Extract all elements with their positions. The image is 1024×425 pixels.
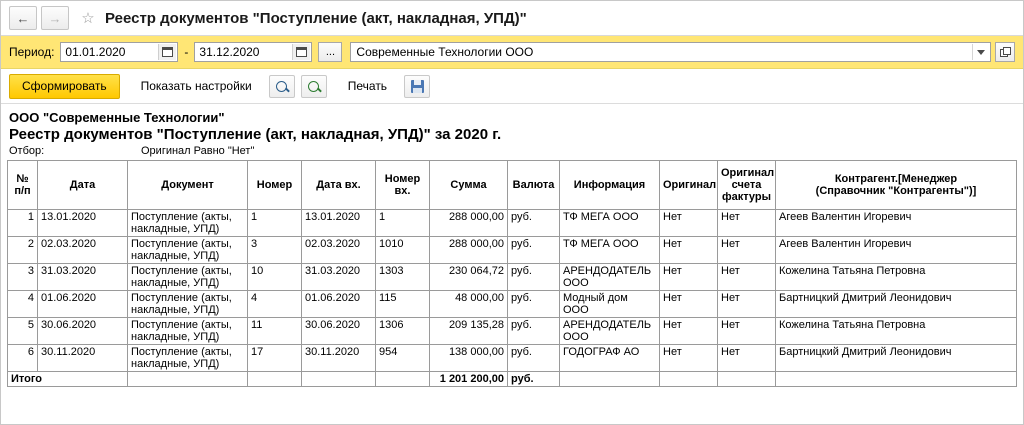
filter-value: Оригинал Равно "Нет" <box>141 145 255 157</box>
report-toolbar <box>1 69 1023 104</box>
cell-counterparty: Кожелина Татьяна Петровна <box>776 318 1017 345</box>
cell-num-in: 115 <box>376 291 430 318</box>
total-spacer-original <box>660 372 718 387</box>
cell-original-invoice: Нет <box>718 318 776 345</box>
cell-sum: 288 000,00 <box>430 210 508 237</box>
favorite-button[interactable] <box>77 7 99 29</box>
cell-date-in: 30.06.2020 <box>302 318 376 345</box>
organization-value: Современные Технологии ООО <box>356 45 534 59</box>
cell-original: Нет <box>660 345 718 372</box>
search-next-icon <box>308 81 319 92</box>
column-header-original: Оригинал <box>660 161 718 210</box>
cell-document: Поступление (акты, накладные, УПД) <box>128 291 248 318</box>
cell-num: 11 <box>248 318 302 345</box>
cell-num-in: 1 <box>376 210 430 237</box>
cell-date-in: 01.06.2020 <box>302 291 376 318</box>
calendar-icon[interactable] <box>292 44 310 60</box>
report-organization: ООО "Современные Технологии" <box>9 110 225 125</box>
find-button[interactable] <box>269 75 295 98</box>
filter-label: Отбор: <box>9 145 45 157</box>
table-body <box>8 210 1017 387</box>
open-organization-button[interactable] <box>995 42 1015 62</box>
title-bar <box>1 1 1023 36</box>
search-icon <box>276 81 287 92</box>
total-spacer-original-invoice <box>718 372 776 387</box>
column-header-info: Информация <box>560 161 660 210</box>
cell-currency: руб. <box>508 345 560 372</box>
cell-counterparty: Агеев Валентин Игоревич <box>776 237 1017 264</box>
cell-date-in: 13.01.2020 <box>302 210 376 237</box>
generate-button[interactable]: Сформировать <box>9 74 120 99</box>
cell-original: Нет <box>660 291 718 318</box>
cell-info: Модный дом ООО <box>560 291 660 318</box>
column-header-num-in: Номер вх. <box>376 161 430 210</box>
cell-number: 6 <box>8 345 38 372</box>
column-header-currency: Валюта <box>508 161 560 210</box>
table-row[interactable] <box>8 291 1017 318</box>
cell-date: 02.03.2020 <box>38 237 128 264</box>
forward-button[interactable] <box>41 6 69 30</box>
calendar-icon[interactable] <box>158 44 176 60</box>
chevron-down-icon[interactable] <box>972 44 989 60</box>
total-spacer-info <box>560 372 660 387</box>
table-row[interactable] <box>8 345 1017 372</box>
column-header-counterparty: Контрагент.[Менеджер (Справочник "Контрагенты")] <box>776 161 1017 210</box>
cell-date: 30.11.2020 <box>38 345 128 372</box>
cell-num-in: 1010 <box>376 237 430 264</box>
cell-document: Поступление (акты, накладные, УПД) <box>128 210 248 237</box>
cell-number: 4 <box>8 291 38 318</box>
cell-info: АРЕНДОДАТЕЛЬ ООО <box>560 318 660 345</box>
report-title: Реестр документов "Поступление (акт, накладная, УПД)" за 2020 г. <box>9 126 502 143</box>
organization-field[interactable] <box>350 42 991 62</box>
table-row[interactable] <box>8 318 1017 345</box>
cell-num: 1 <box>248 210 302 237</box>
date-from-value: 01.01.2020 <box>65 45 126 59</box>
cell-info: АРЕНДОДАТЕЛЬ ООО <box>560 264 660 291</box>
open-window-icon <box>1000 47 1011 58</box>
cell-document: Поступление (акты, накладные, УПД) <box>128 237 248 264</box>
cell-date: 13.01.2020 <box>38 210 128 237</box>
cell-original: Нет <box>660 318 718 345</box>
star-icon: ☆ <box>81 10 95 27</box>
cell-num: 3 <box>248 237 302 264</box>
arrow-right-icon: → <box>48 10 62 26</box>
table-total-row <box>8 372 1017 387</box>
cell-date-in: 31.03.2020 <box>302 264 376 291</box>
cell-currency: руб. <box>508 318 560 345</box>
table-row[interactable] <box>8 264 1017 291</box>
documents-table <box>7 160 1017 387</box>
date-to-value: 31.12.2020 <box>199 45 260 59</box>
period-more-button[interactable]: ... <box>318 42 342 62</box>
cell-number: 5 <box>8 318 38 345</box>
cell-currency: руб. <box>508 210 560 237</box>
back-button[interactable] <box>9 6 37 30</box>
report-area <box>1 104 1023 387</box>
cell-date: 01.06.2020 <box>38 291 128 318</box>
cell-num: 17 <box>248 345 302 372</box>
cell-counterparty: Кожелина Татьяна Петровна <box>776 264 1017 291</box>
arrow-left-icon: ← <box>16 10 30 26</box>
cell-num-in: 954 <box>376 345 430 372</box>
total-spacer-doc <box>128 372 248 387</box>
cell-date: 31.03.2020 <box>38 264 128 291</box>
cell-counterparty: Агеев Валентин Игоревич <box>776 210 1017 237</box>
cell-sum: 48 000,00 <box>430 291 508 318</box>
column-header-number: № п/п <box>8 161 38 210</box>
save-disk-icon <box>411 80 424 93</box>
column-header-original-invoice: Оригинал счета фактуры <box>718 161 776 210</box>
cell-sum: 138 000,00 <box>430 345 508 372</box>
period-bar <box>1 36 1023 69</box>
cell-num: 4 <box>248 291 302 318</box>
show-settings-button[interactable]: Показать настройки <box>140 79 252 93</box>
table-row[interactable] <box>8 237 1017 264</box>
cell-original-invoice: Нет <box>718 237 776 264</box>
cell-original-invoice: Нет <box>718 264 776 291</box>
total-spacer-num <box>248 372 302 387</box>
column-header-num: Номер <box>248 161 302 210</box>
period-label: Период: <box>9 45 55 59</box>
report-filter <box>9 145 1017 157</box>
cell-num: 10 <box>248 264 302 291</box>
cell-currency: руб. <box>508 237 560 264</box>
cell-original-invoice: Нет <box>718 210 776 237</box>
cell-original: Нет <box>660 264 718 291</box>
column-header-document: Документ <box>128 161 248 210</box>
cell-num-in: 1306 <box>376 318 430 345</box>
cell-currency: руб. <box>508 264 560 291</box>
table-row[interactable] <box>8 210 1017 237</box>
cell-sum: 288 000,00 <box>430 237 508 264</box>
cell-number: 3 <box>8 264 38 291</box>
cell-info: ТФ МЕГА ООО <box>560 237 660 264</box>
cell-info: ГОДОГРАФ АО <box>560 345 660 372</box>
cell-number: 1 <box>8 210 38 237</box>
cell-original-invoice: Нет <box>718 291 776 318</box>
cell-document: Поступление (акты, накладные, УПД) <box>128 318 248 345</box>
cell-info: ТФ МЕГА ООО <box>560 210 660 237</box>
date-range-separator: - <box>184 45 189 59</box>
total-currency: руб. <box>508 372 560 387</box>
total-spacer-counterparty <box>776 372 1017 387</box>
date-to-field[interactable] <box>194 42 312 62</box>
cell-original-invoice: Нет <box>718 345 776 372</box>
cell-sum: 230 064,72 <box>430 264 508 291</box>
window-title: Реестр документов "Поступление (акт, накладная, УПД)" <box>105 9 527 27</box>
cell-sum: 209 135,28 <box>430 318 508 345</box>
cell-original: Нет <box>660 210 718 237</box>
column-header-date: Дата <box>38 161 128 210</box>
total-label: Итого <box>8 372 128 387</box>
cell-original: Нет <box>660 237 718 264</box>
cell-counterparty: Бартницкий Дмитрий Леонидович <box>776 345 1017 372</box>
print-button[interactable]: Печать <box>347 79 388 93</box>
cell-currency: руб. <box>508 291 560 318</box>
total-sum: 1 201 200,00 <box>430 372 508 387</box>
date-from-field[interactable] <box>60 42 178 62</box>
total-spacer-date-in <box>302 372 376 387</box>
table-header-row <box>8 161 1017 210</box>
cell-date-in: 02.03.2020 <box>302 237 376 264</box>
cell-number: 2 <box>8 237 38 264</box>
find-next-button[interactable] <box>301 75 327 98</box>
cell-document: Поступление (акты, накладные, УПД) <box>128 264 248 291</box>
cell-date-in: 30.11.2020 <box>302 345 376 372</box>
column-header-sum: Сумма <box>430 161 508 210</box>
save-button[interactable] <box>404 75 430 98</box>
column-header-date-in: Дата вх. <box>302 161 376 210</box>
total-spacer-num-in <box>376 372 430 387</box>
cell-document: Поступление (акты, накладные, УПД) <box>128 345 248 372</box>
cell-date: 30.06.2020 <box>38 318 128 345</box>
cell-counterparty: Бартницкий Дмитрий Леонидович <box>776 291 1017 318</box>
cell-num-in: 1303 <box>376 264 430 291</box>
